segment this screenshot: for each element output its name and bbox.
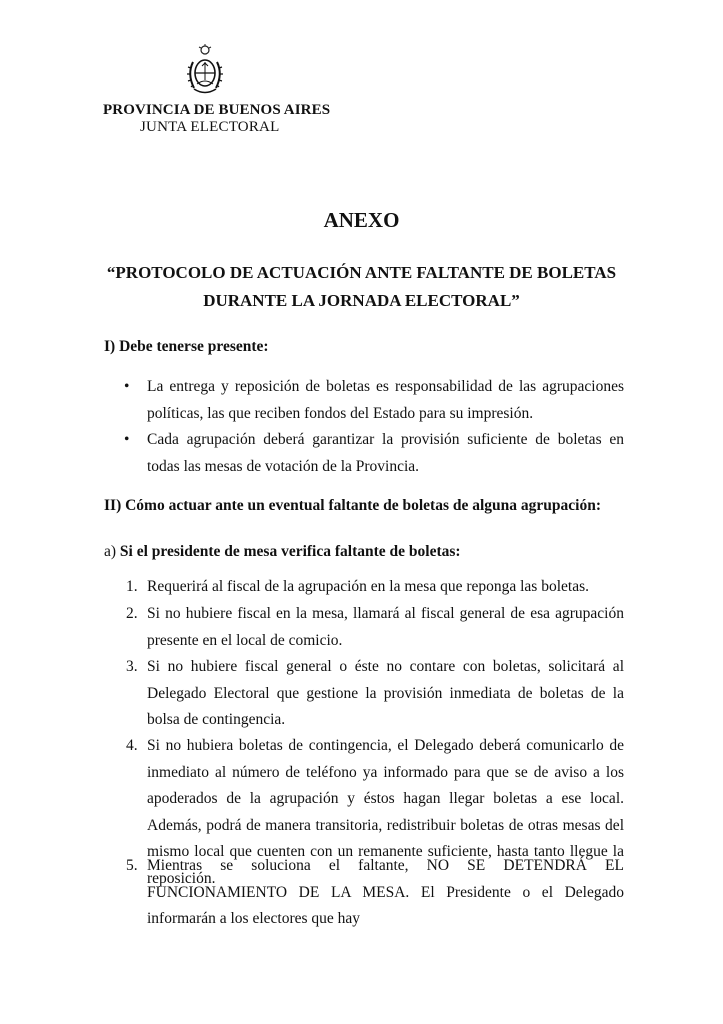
step-text: Mientras se soluciona el faltante, NO SE DETENDRÁ EL FUNCIONAMIENTO DE LA MESA. El Presidente o el Delegado informarán a los electores que hay xyxy=(147,857,624,927)
section-2a-title: Si el presidente de mesa verifica faltante de boletas: xyxy=(119,543,461,560)
section-2a-heading xyxy=(104,543,461,561)
step-number: 5. xyxy=(126,857,138,874)
section-2a-prefix: a) xyxy=(104,543,120,560)
bullet-item: Cada agrupación deberá garantizar la provisión suficiente de boletas en todas las mesas de votación de la Provincia. xyxy=(147,431,624,475)
step-text: Si no hubiera boletas de contingencia, el Delegado deberá comunicarlo de inmediato al número de teléfono ya informado para que se de aviso a los apoderados de la agrupación y éstos hagan llegar boletas a ese local. Además, podrá de manera transitoria, redistribuir boletas de otras mesas del mismo local que cuenten con un remanente suficiente, hasta tanto llegue la reposición. xyxy=(147,737,624,887)
protocol-title-line-2: DURANTE LA JORNADA ELECTORAL” xyxy=(203,291,520,310)
annex-title: ANEXO xyxy=(323,208,400,232)
organization-subtitle: JUNTA ELECTORAL xyxy=(140,119,280,135)
section-2-heading: II) Cómo actuar ante un eventual faltante de boletas de alguna agrupación: xyxy=(104,497,602,514)
coat-of-arms-icon xyxy=(185,44,225,98)
bullet-item: La entrega y reposición de boletas es responsabilidad de las agrupaciones políticas, las que reciben fondos del Estado para su impresión. xyxy=(147,378,624,422)
section-1-heading: I) Debe tenerse presente: xyxy=(104,338,269,355)
step-number: 2. xyxy=(126,605,138,622)
step-text: Requerirá al fiscal de la agrupación en la mesa que reponga las boletas. xyxy=(147,578,589,595)
step-text: Si no hubiere fiscal general o éste no contare con boletas, solicitará al Delegado Electoral que gestione la provisión inmediata de boletas de la bolsa de contingencia. xyxy=(147,658,624,728)
protocol-title-line-1: “PROTOCOLO DE ACTUACIÓN ANTE FALTANTE DE BOLETAS xyxy=(106,263,617,282)
organization-name: PROVINCIA DE BUENOS AIRES xyxy=(103,102,331,118)
step-number: 3. xyxy=(126,658,138,675)
step-number: 1. xyxy=(126,578,138,595)
bullet-marker: • xyxy=(124,431,130,448)
step-text: Si no hubiere fiscal en la mesa, llamará al fiscal general de esa agrupación presente en el local de comicio. xyxy=(147,605,624,649)
step-number: 4. xyxy=(126,737,138,754)
bullet-marker: • xyxy=(124,378,130,395)
